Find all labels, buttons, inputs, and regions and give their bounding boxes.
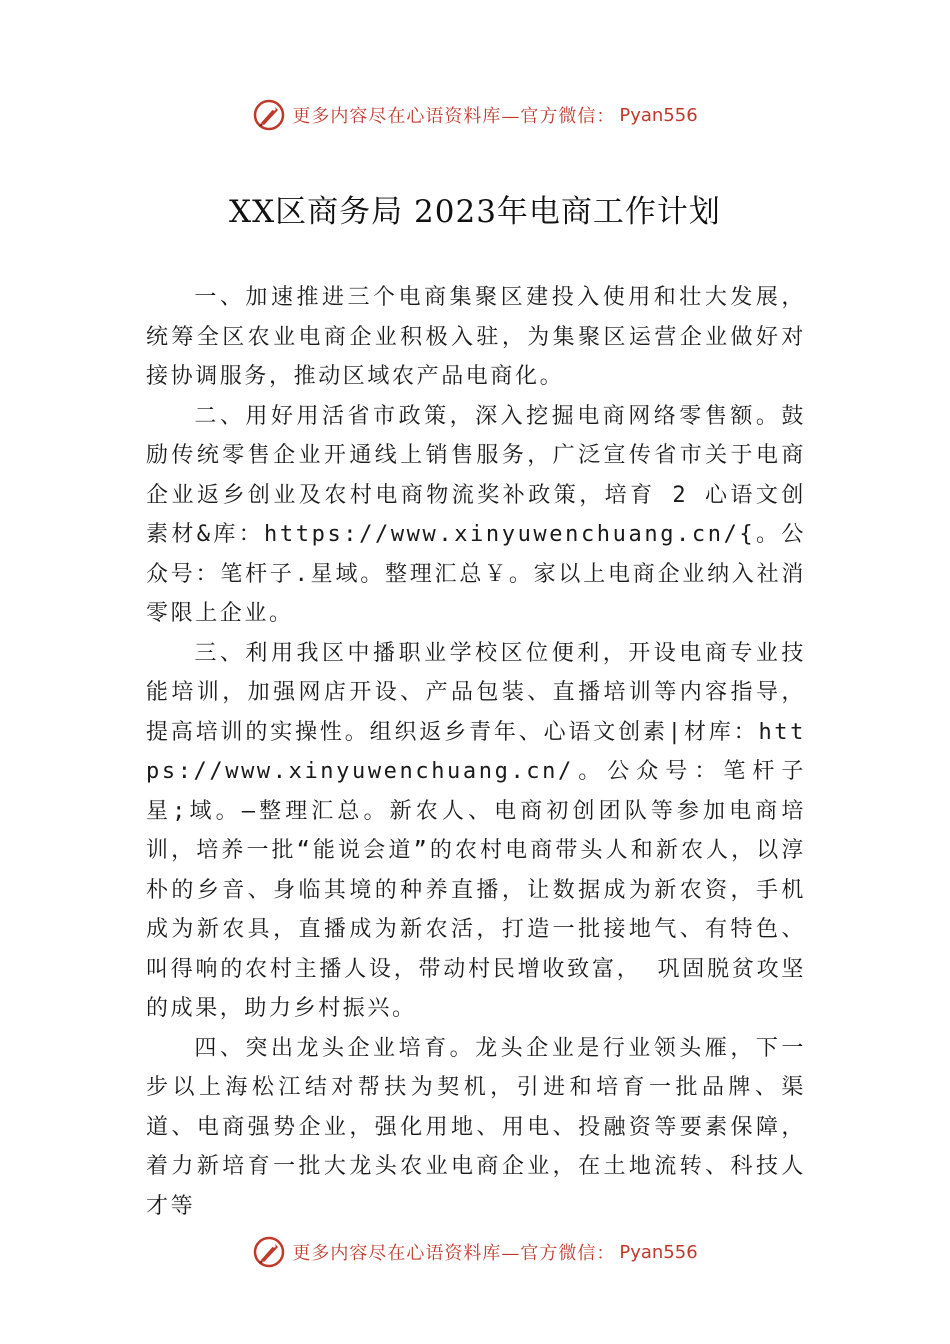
paragraph-3: 三、利用我区中播职业学校区位便利，开设电商专业技能培训，加强网店开设、产品包装、直播培训等内容指导，提高培训的实操性。组织返乡青年、心语文创素|材库：https://www.xinyuwenchuang.cn/。公众号：笔杆子星;域。—整理汇总。新农人、电商初创团队等参加电商培训，培养一批“能说会道”的农村电商带头人和新农人，以淳朴的乡音、身临其境的种养直播，让数据成为新农资，手机成为新农具，直播成为新农活，打造一批接地气、有特色、叫得响的农村主播人设，带动村民增收致富， 巩固脱贫攻坚的成果，助力乡村振兴。 bbox=[146, 640, 806, 1021]
footer-banner-text: 更多内容尽在心语资料库—官方微信： bbox=[292, 1243, 616, 1264]
footer-wechat-id: Pyan556 bbox=[619, 1241, 698, 1263]
document-title: XX区商务局 2023年电商工作计划 bbox=[229, 194, 721, 230]
header-banner-text: 更多内容尽在心语资料库—官方微信： bbox=[292, 106, 616, 127]
quill-logo-icon bbox=[252, 98, 286, 132]
header-banner bbox=[0, 95, 950, 135]
header-wechat-id: Pyan556 bbox=[619, 104, 698, 126]
paragraph-1: 一、加速推进三个电商集聚区建投入使用和壮大发展，统筹全区农业电商企业积极入驻，为集聚区运营企业做好对接协调服务，推动区域农产品电商化。 bbox=[146, 285, 806, 389]
paragraph-4: 四、突出龙头企业培育。龙头企业是行业领头雁，下一步以上海松江结对帮扶为契机，引进和培育一批品牌、渠道、电商强势企业，强化用地、用电、投融资等要素保障，着力新培育一批大龙头农业电商企业，在土地流转、科技人才等 bbox=[146, 1035, 806, 1219]
document-body bbox=[146, 278, 806, 1226]
footer-banner bbox=[0, 1232, 950, 1272]
quill-logo-icon bbox=[252, 1235, 286, 1269]
paragraph-2: 二、用好用活省市政策，深入挖掘电商网络零售额。鼓励传统零售企业开通线上销售服务，广泛宣传省市关于电商企业返乡创业及农村电商物流奖补政策，培育 2 心语文创素材&库：https://www.xinyuwenchuang.cn/{。公众号：笔杆子.星域。整理汇总￥。家以上电商企业纳入社消零限上企业。 bbox=[146, 403, 806, 626]
